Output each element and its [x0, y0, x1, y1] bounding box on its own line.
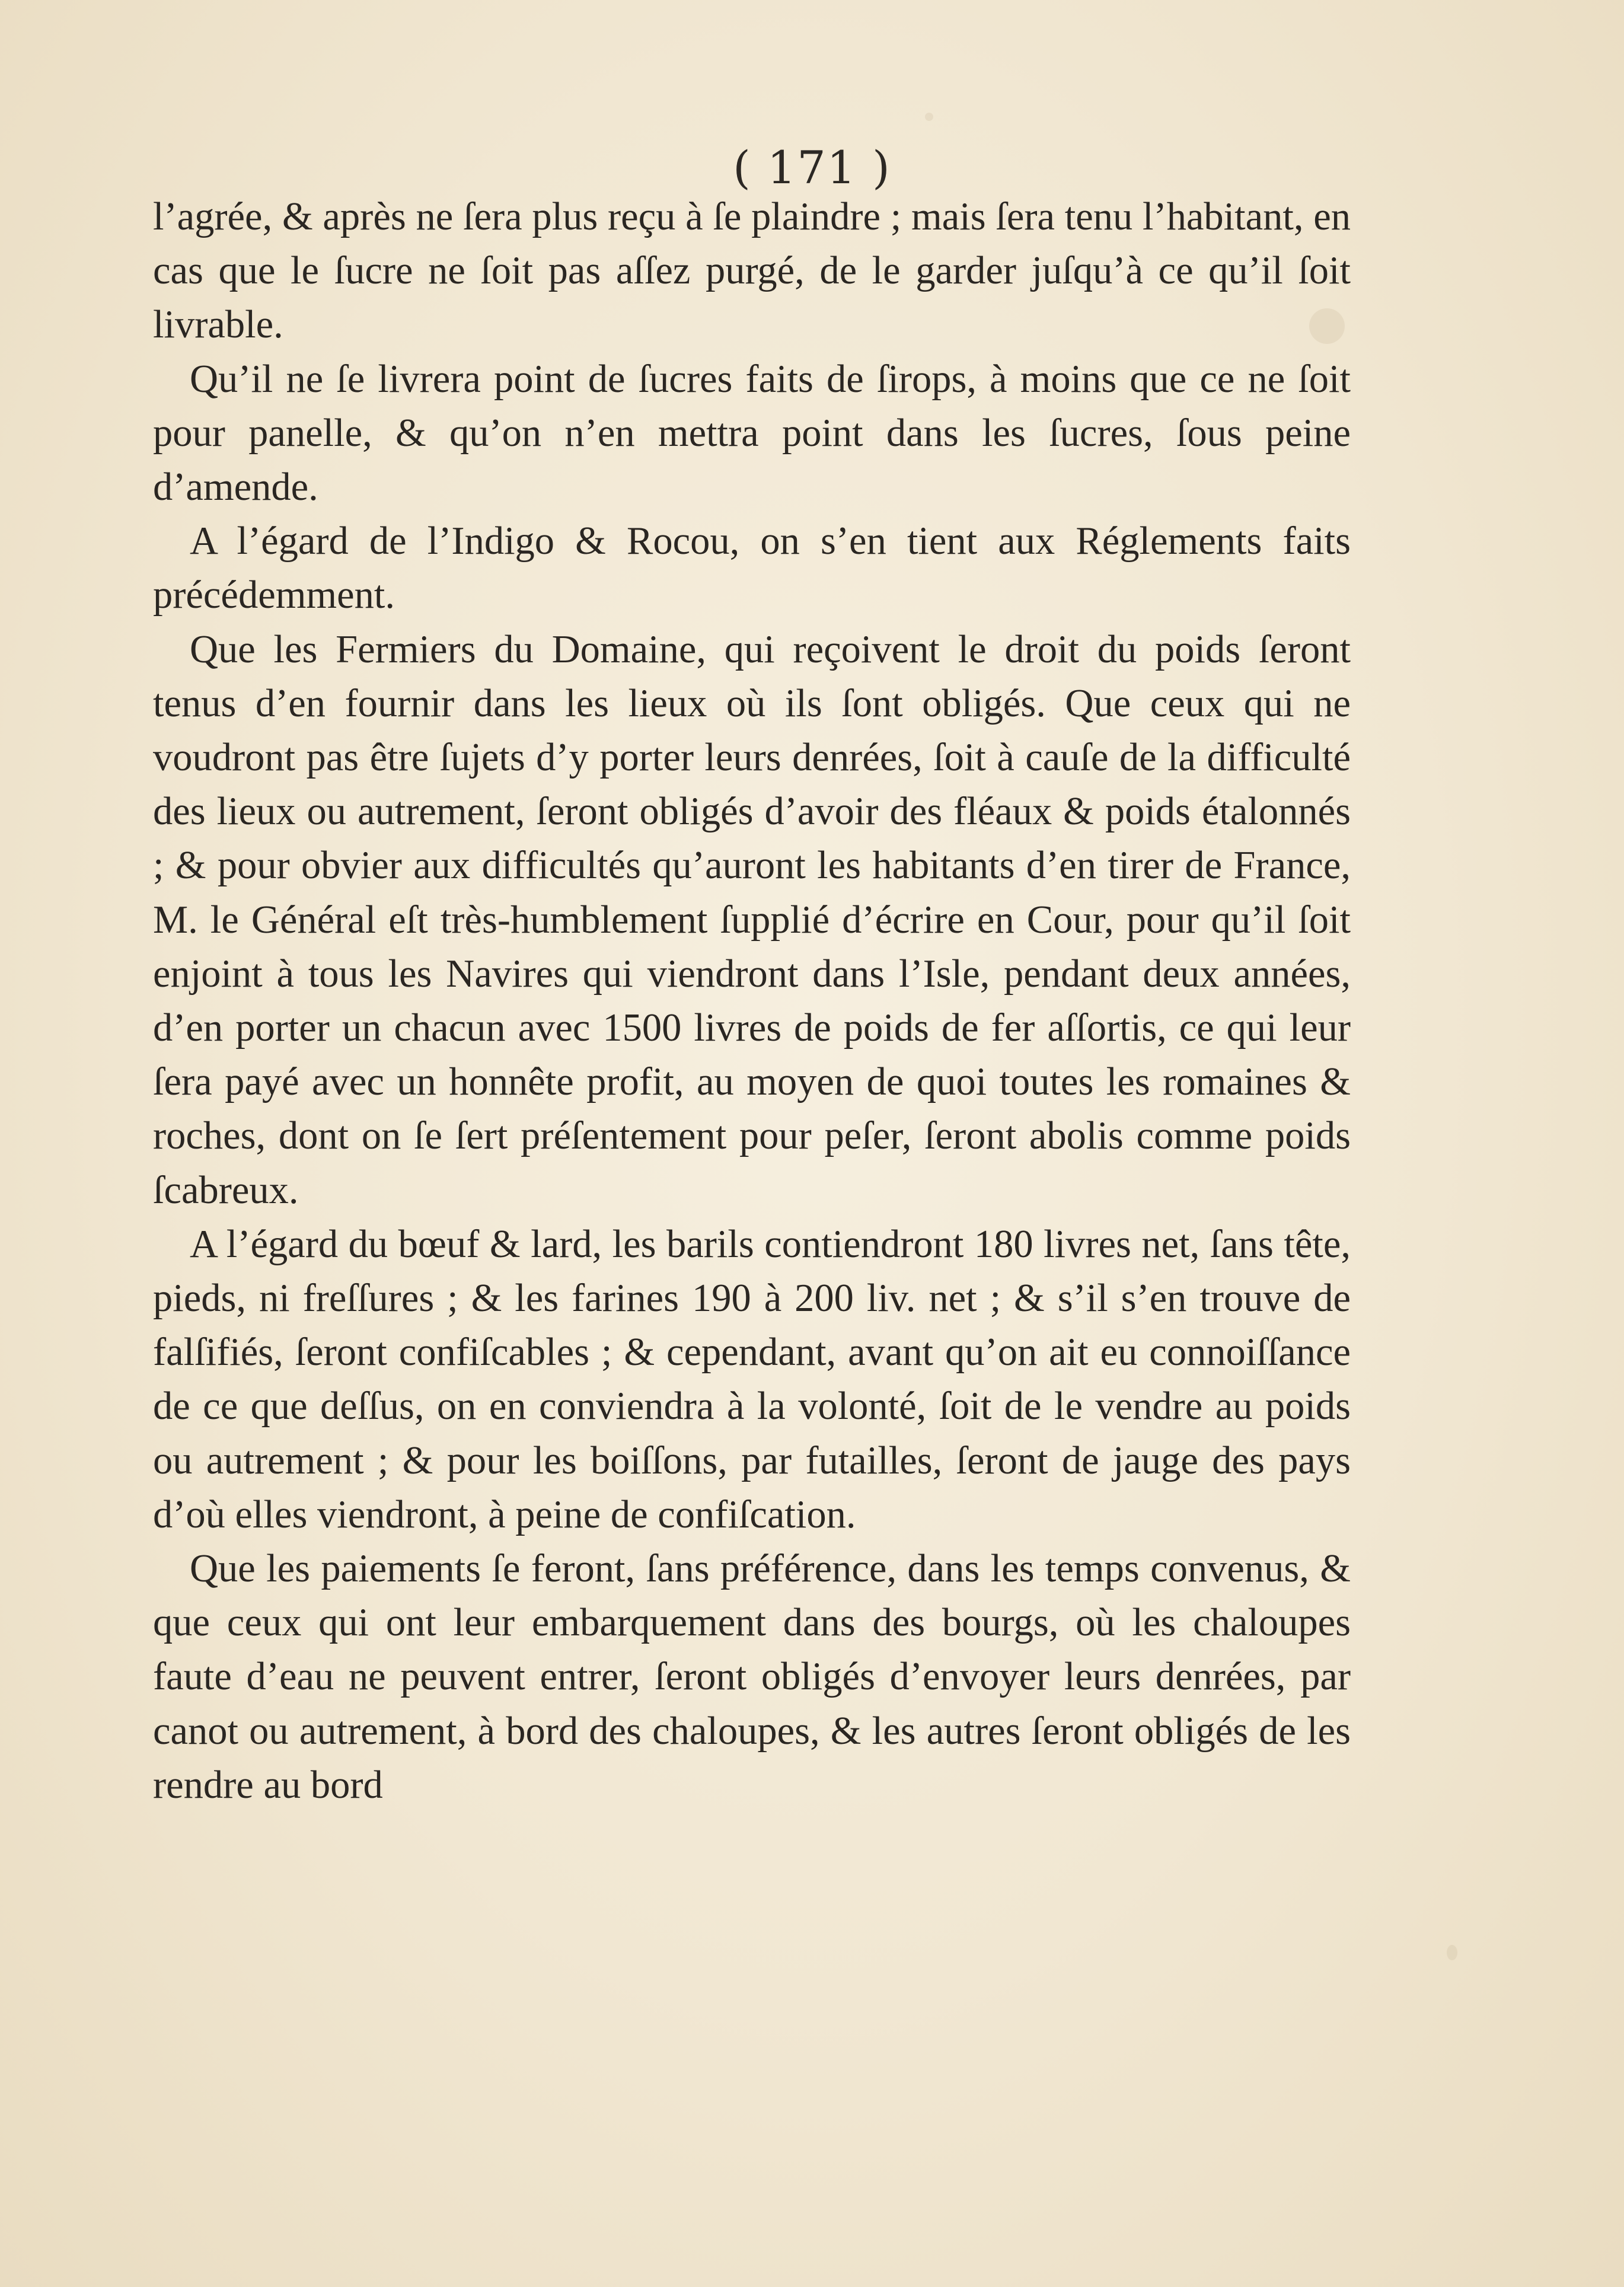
body-text [153, 190, 1351, 1812]
paragraph: Qu’il ne ſe livrera point de ſucres faits de ſirops, à moins que ce ne ſoit pour panelle, & qu’on n’en mettra point dans les ſucres, ſous peine d’amende. [153, 357, 1351, 509]
paragraph-continued: l’agrée, & après ne ſera plus reçu à ſe plaindre ; mais ſera tenu l’habitant, en cas que le ſucre ne ſoit pas aſſez purgé, de le garder juſqu’à ce qu’il ſoit livrable. [153, 195, 1351, 347]
page-number: ( 171 ) [733, 141, 891, 194]
paper-stain [925, 113, 933, 121]
paragraph: A l’égard du bœuf & lard, les barils contiendront 180 livres net, ſans tête, pieds, ni freſſures ; & les farines 190 à 200 liv. net ; & s’il s’en trouve de falſifiés, ſeront confiſcables ; & cependant, avant qu’on ait eu connoiſſance de ce que deſſus, on en conviendra à la volonté, ſoit de le vendre au poids ou autrement ; & pour les boiſſons, par futailles, ſeront de jauge des pays d’où elles viendront, à peine de confiſcation. [153, 1222, 1351, 1536]
paper-stain [1447, 1945, 1457, 1960]
paragraph: Que les Fermiers du Domaine, qui reçoivent le droit du poids ſeront tenus d’en fournir dans les lieux où ils ſont obligés. Que ceux qui ne voudront pas être ſujets d’y porter leurs denrées, ſoit à cauſe de la difficulté des lieux ou autrement, ſeront obligés d’avoir des fléaux & poids étalonnés ; & pour obvier aux difficultés qu’auront les habitants d’en tirer de France, M. le Général eſt très-humblement ſupplié d’écrire en Cour, pour qu’il ſoit enjoint à tous les Navires qui viendront dans l’Isle, pendant deux années, d’en porter un chacun avec 1500 livres de poids de fer aſſortis, ce qui leur ſera payé avec un honnête profit, au moyen de quoi toutes les romaines & roches, dont on ſe ſert préſentement pour peſer, ſeront abolis comme poids ſcabreux. [153, 627, 1351, 1212]
paragraph: Que les paiements ſe feront, ſans préférence, dans les temps convenus, & que ceux qui ont leur embarquement dans des bourgs, où les chaloupes faute d’eau ne peuvent entrer, ſeront obligés d’envoyer leurs denrées, par canot ou autrement, à bord des chaloupes, & les autres ſeront obligés de les rendre au bord [153, 1547, 1351, 1807]
paragraph: A l’égard de l’Indigo & Rocou, on s’en tient aux Réglements faits précédemment. [153, 519, 1351, 617]
